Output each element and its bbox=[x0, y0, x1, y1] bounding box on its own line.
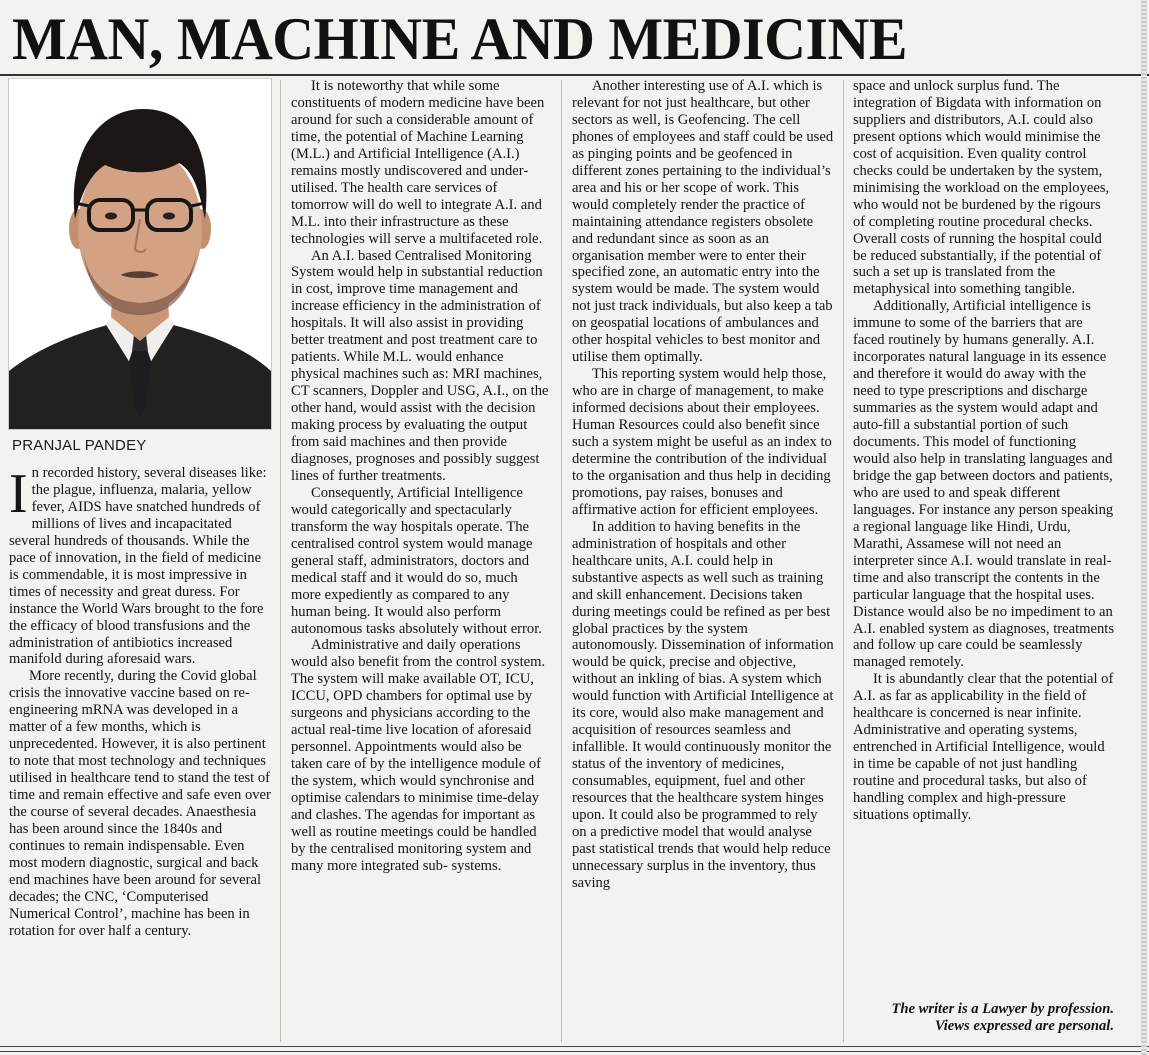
column-divider bbox=[280, 80, 281, 1042]
author-photo bbox=[8, 78, 272, 430]
article-paragraph: It is noteworthy that while some constituents of modern medicine have been around for such a considerable amount of time, the potential of Machine Learning (M.L.) and Artificial Intelligence (A.I.) remains mostly undiscovered and under-utilised. The health care services of tomorrow will do well to integrate A.I. and M.L. into their infrastructure as these technologies will serve a multifaceted role. bbox=[291, 78, 545, 247]
article-paragraph: An A.I. based Centralised Monitoring System would help in substantial reduction in cost, improve time management and increase efficiency in the administration of hospitals. It will also assist in providing better treatment and post treatment care to patients. While M.L. would enhance physical machines such as: MRI machines, CT scanners, Doppler and USG, A.I., on the other hand, would assist with the decision making process by evaluating the output from said machines and then provide diagnoses, prognoses and possibly suggest lines of further treatments. bbox=[291, 247, 549, 484]
article-column-3 bbox=[572, 78, 834, 1040]
article-paragraph: It is abundantly clear that the potential of A.I. as far as applicability in the field of healthcare is concerned is near infinite. Administrative and operating systems, entrenched in Artificial Intelligence, would in time be capable of not just handling routine and procedural tasks, but also of handling complex and high-pressure situations optimally. bbox=[853, 671, 1114, 823]
column-divider bbox=[843, 80, 844, 1042]
article-paragraph: Consequently, Artificial Intelligence would categorically and spectacularly transform the way hospitals operate. The centralised control system would manage general staff, administrators, doctors and medical staff and it would do so, much more expediently as compared to any human being. It would also perform autonomous tasks absolutely without error. bbox=[291, 484, 542, 637]
article-column-1 bbox=[9, 465, 271, 1041]
column-divider bbox=[561, 80, 562, 1042]
article-paragraph: space and unlock surplus fund. The integration of Bigdata with information on suppliers and distributors, A.I. could also present options which would minimise the cost of acquisition. Even quality control checks could be undertaken by the system, minimising the workload on the employees, who would not be burdened by the rigours of completing routine procedural checks. Overall costs of running the hospital could be reduced substantially, if the potential of such a set up is translated from the metaphysical into something tangible. bbox=[853, 78, 1110, 298]
article-column-4 bbox=[853, 78, 1115, 1040]
article-paragraph: Administrative and daily operations would also benefit from the control system. The system will make available OT, ICU, ICCU, OPD chambers for optimal use by surgeons and physicians according to the actual real-time live location of aforesaid personnel. Appointments would also be taken care of by the intelligence module of the system, which would synchronise and optimise calendars to minimise time-delay and clashes. The agendas for important as well as routine meetings could be handled by the centralised monitoring system and many more integrated sub- systems. bbox=[291, 637, 546, 874]
article-paragraph: In recorded history, several diseases like: the plague, influenza, malaria, yellow fever, AIDS have snatched hundreds of millions of lives and incapacitated several hundreds of thousands. While the pace of innovation, in the field of medicine is commendable, it is most impressive in times of necessity and great duress. For instance the World Wars brought to the fore the efficacy of blood transfusions and the administration of antibiotics increased manifold during aforesaid wars. bbox=[9, 465, 267, 668]
drop-cap: I bbox=[9, 465, 28, 525]
article-column-2 bbox=[291, 78, 551, 1040]
page-edge bbox=[1141, 0, 1147, 1055]
article-paragraph: More recently, during the Covid global crisis the innovative vaccine based on re-engineering mRNA was developed in a matter of a few months, which is unprecedented. However, it is also pertinent to note that most technology and techniques utilised in healthcare tend to stand the test of time and remain effective and safe even over the course of several decades. Anaesthesia has been around since the 1840s and continues to remain indispensable. Even most modern diagnostic, surgical and back end machines have been around for several decades; the CNC, ‘Computerised Numerical Control’, machine has been in rotation for over half a century. bbox=[9, 668, 271, 939]
headline: MAN, MACHINE AND MEDICINE bbox=[12, 6, 908, 72]
article-paragraph: In addition to having benefits in the administration of hospitals and other healthcare units, A.I. could help in substantive aspects as well such as training and skill enhancement. Decisions taken during meetings could be refined as per best global practices by the system autonomously. Dissemination of information would be quick, precise and objective, without an inkling of bias. A system which would function with Artificial Intelligence at its core, would also make management and acquisition of resources seamless and infallible. It would continuously monitor the status of the inventory of medicines, consumables, equipment, fuel and other resources that the healthcare system hinges upon. It could also be programmed to rely on a predictive model that would analyse past statistical trends that would help reduce unnecessary surplus in the inventory, thus saving bbox=[572, 518, 834, 891]
author-note: The writer is a Lawyer by profession. Views expressed are personal. bbox=[891, 1001, 1114, 1034]
article-paragraph: This reporting system would help those, who are in charge of management, to make informed decisions about their employees. Human Resources could also benefit since such a system might be useful as an index to determine the contribution of the individual to the organisation and thus help in deciding promotions, pay raises, bonuses and affirmative action for efficient employees. bbox=[572, 366, 832, 518]
bottom-rule bbox=[0, 1046, 1149, 1052]
article-paragraph: Another interesting use of A.I. which is relevant for not just healthcare, but other sectors as well, is Geofencing. The cell phones of employees and staff could be used as pinging points and be geofenced in different zones pertaining to the individual’s area and his or her scope of work. This would completely render the practice of maintaining attendance registers obsolete and redundant since as soon as an organisation member were to enter their specified zone, an automatic entry into the system would be made. The system would not just track individuals, but also keep a tab on geospatial locations of ambulances and other hospital vehicles to best monitor and utilise them optimally. bbox=[572, 78, 834, 366]
byline: PRANJAL PANDEY bbox=[12, 437, 147, 454]
top-rule bbox=[0, 74, 1149, 76]
article-paragraph: Additionally, Artificial intelligence is immune to some of the barriers that are faced routinely by humans generally. A.I. incorporates natural language in its essence and therefore it would do away with the need to type prescriptions and discharge summaries as the system would adapt and auto-fill a substantial portion of such documents. This model of functioning would also help in translating languages and bridge the gap between doctors and patients, who are used to and speak different languages. For instance any person speaking a regional language like Hindi, Urdu, Marathi, Assamese will not need an interpreter since A.I. would translate in real-time and also transcript the contents in the particular language that the hospital uses. Distance would also be no impediment to an A.I. enabled system as diagnoses, treatments and follow up care could be seamlessly managed remotely. bbox=[853, 298, 1114, 671]
